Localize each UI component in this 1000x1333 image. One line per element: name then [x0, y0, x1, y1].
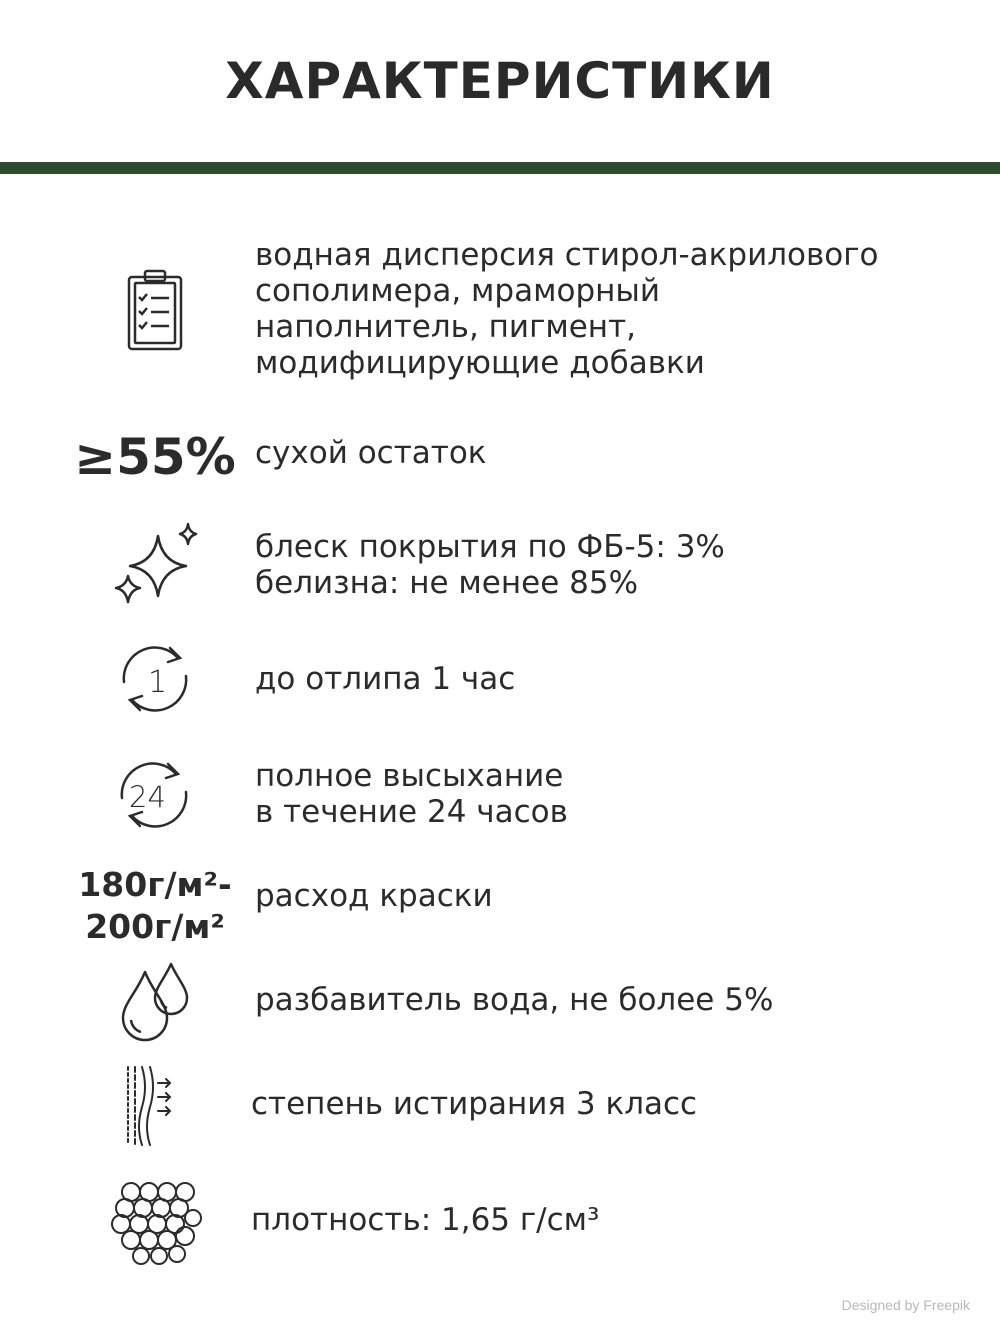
cycle-icon-label: 1: [148, 665, 168, 700]
spec-row-gloss: [0, 520, 1000, 610]
spec-text: [255, 982, 975, 1018]
spec-row-thinner: [0, 956, 1000, 1046]
spec-line: наполнитель, пигмент,: [255, 309, 636, 345]
page-title: ХАРАКТЕРИСТИКИ: [225, 52, 775, 110]
spec-line: расход краски: [255, 878, 493, 914]
spec-row-composition: [0, 235, 1000, 385]
spec-row-density: [0, 1172, 1000, 1268]
header-divider: [0, 162, 1000, 174]
spec-line: модифицирующие добавки: [255, 345, 705, 381]
water-drops-icon: [70, 958, 240, 1044]
spec-row-tack-free: [0, 636, 1000, 722]
spec-line: водная дисперсия стирол-акрилового: [255, 237, 879, 273]
spec-text: [255, 435, 975, 471]
spec-line: плотность: 1,65 г/см³: [251, 1202, 600, 1238]
spec-text: [255, 237, 975, 381]
consumption-value-line: 180г/м²-: [78, 865, 232, 904]
credit-text: Designed by Freepik: [841, 1297, 970, 1313]
abrasion-layers-icon: [70, 1062, 240, 1150]
clipboard-checklist-icon: [70, 265, 240, 355]
spec-line: блеск покрытия по ФБ-5: 3%: [255, 529, 725, 565]
spec-text: [255, 758, 975, 830]
spec-line: до отлипа 1 час: [255, 661, 516, 697]
spec-line: белизна: не менее 85%: [255, 565, 639, 601]
sparkles-icon: [70, 522, 240, 608]
cycle-24-hours-icon: [70, 754, 240, 836]
dry-residue-value: ≥55%: [74, 428, 236, 486]
spec-line: сухой остаток: [255, 435, 487, 471]
spec-row-abrasion: [0, 1060, 1000, 1152]
spec-text: [255, 878, 975, 914]
density-spheres-icon: [70, 1174, 240, 1266]
spec-line: полное высыхание: [255, 758, 564, 794]
spec-line: разбавитель вода, не более 5%: [255, 982, 774, 1018]
spec-line: степень истирания 3 класс: [251, 1086, 698, 1122]
cycle-icon-label: 24: [129, 780, 166, 814]
consumption-value-line: 200г/м²: [85, 907, 225, 946]
cycle-1-hour-icon: [70, 638, 240, 720]
spec-text: [251, 1202, 971, 1238]
spec-row-dry-residue: [0, 425, 1000, 485]
spec-row-consumption: [0, 862, 1000, 952]
spec-row-full-drying: [0, 752, 1000, 838]
spec-text: [255, 661, 975, 697]
spec-text: [255, 529, 975, 601]
spec-line: в течение 24 часов: [255, 794, 568, 830]
consumption-value: [60, 864, 250, 948]
spec-text: [251, 1086, 971, 1122]
spec-line: сополимера, мраморный: [255, 273, 661, 309]
